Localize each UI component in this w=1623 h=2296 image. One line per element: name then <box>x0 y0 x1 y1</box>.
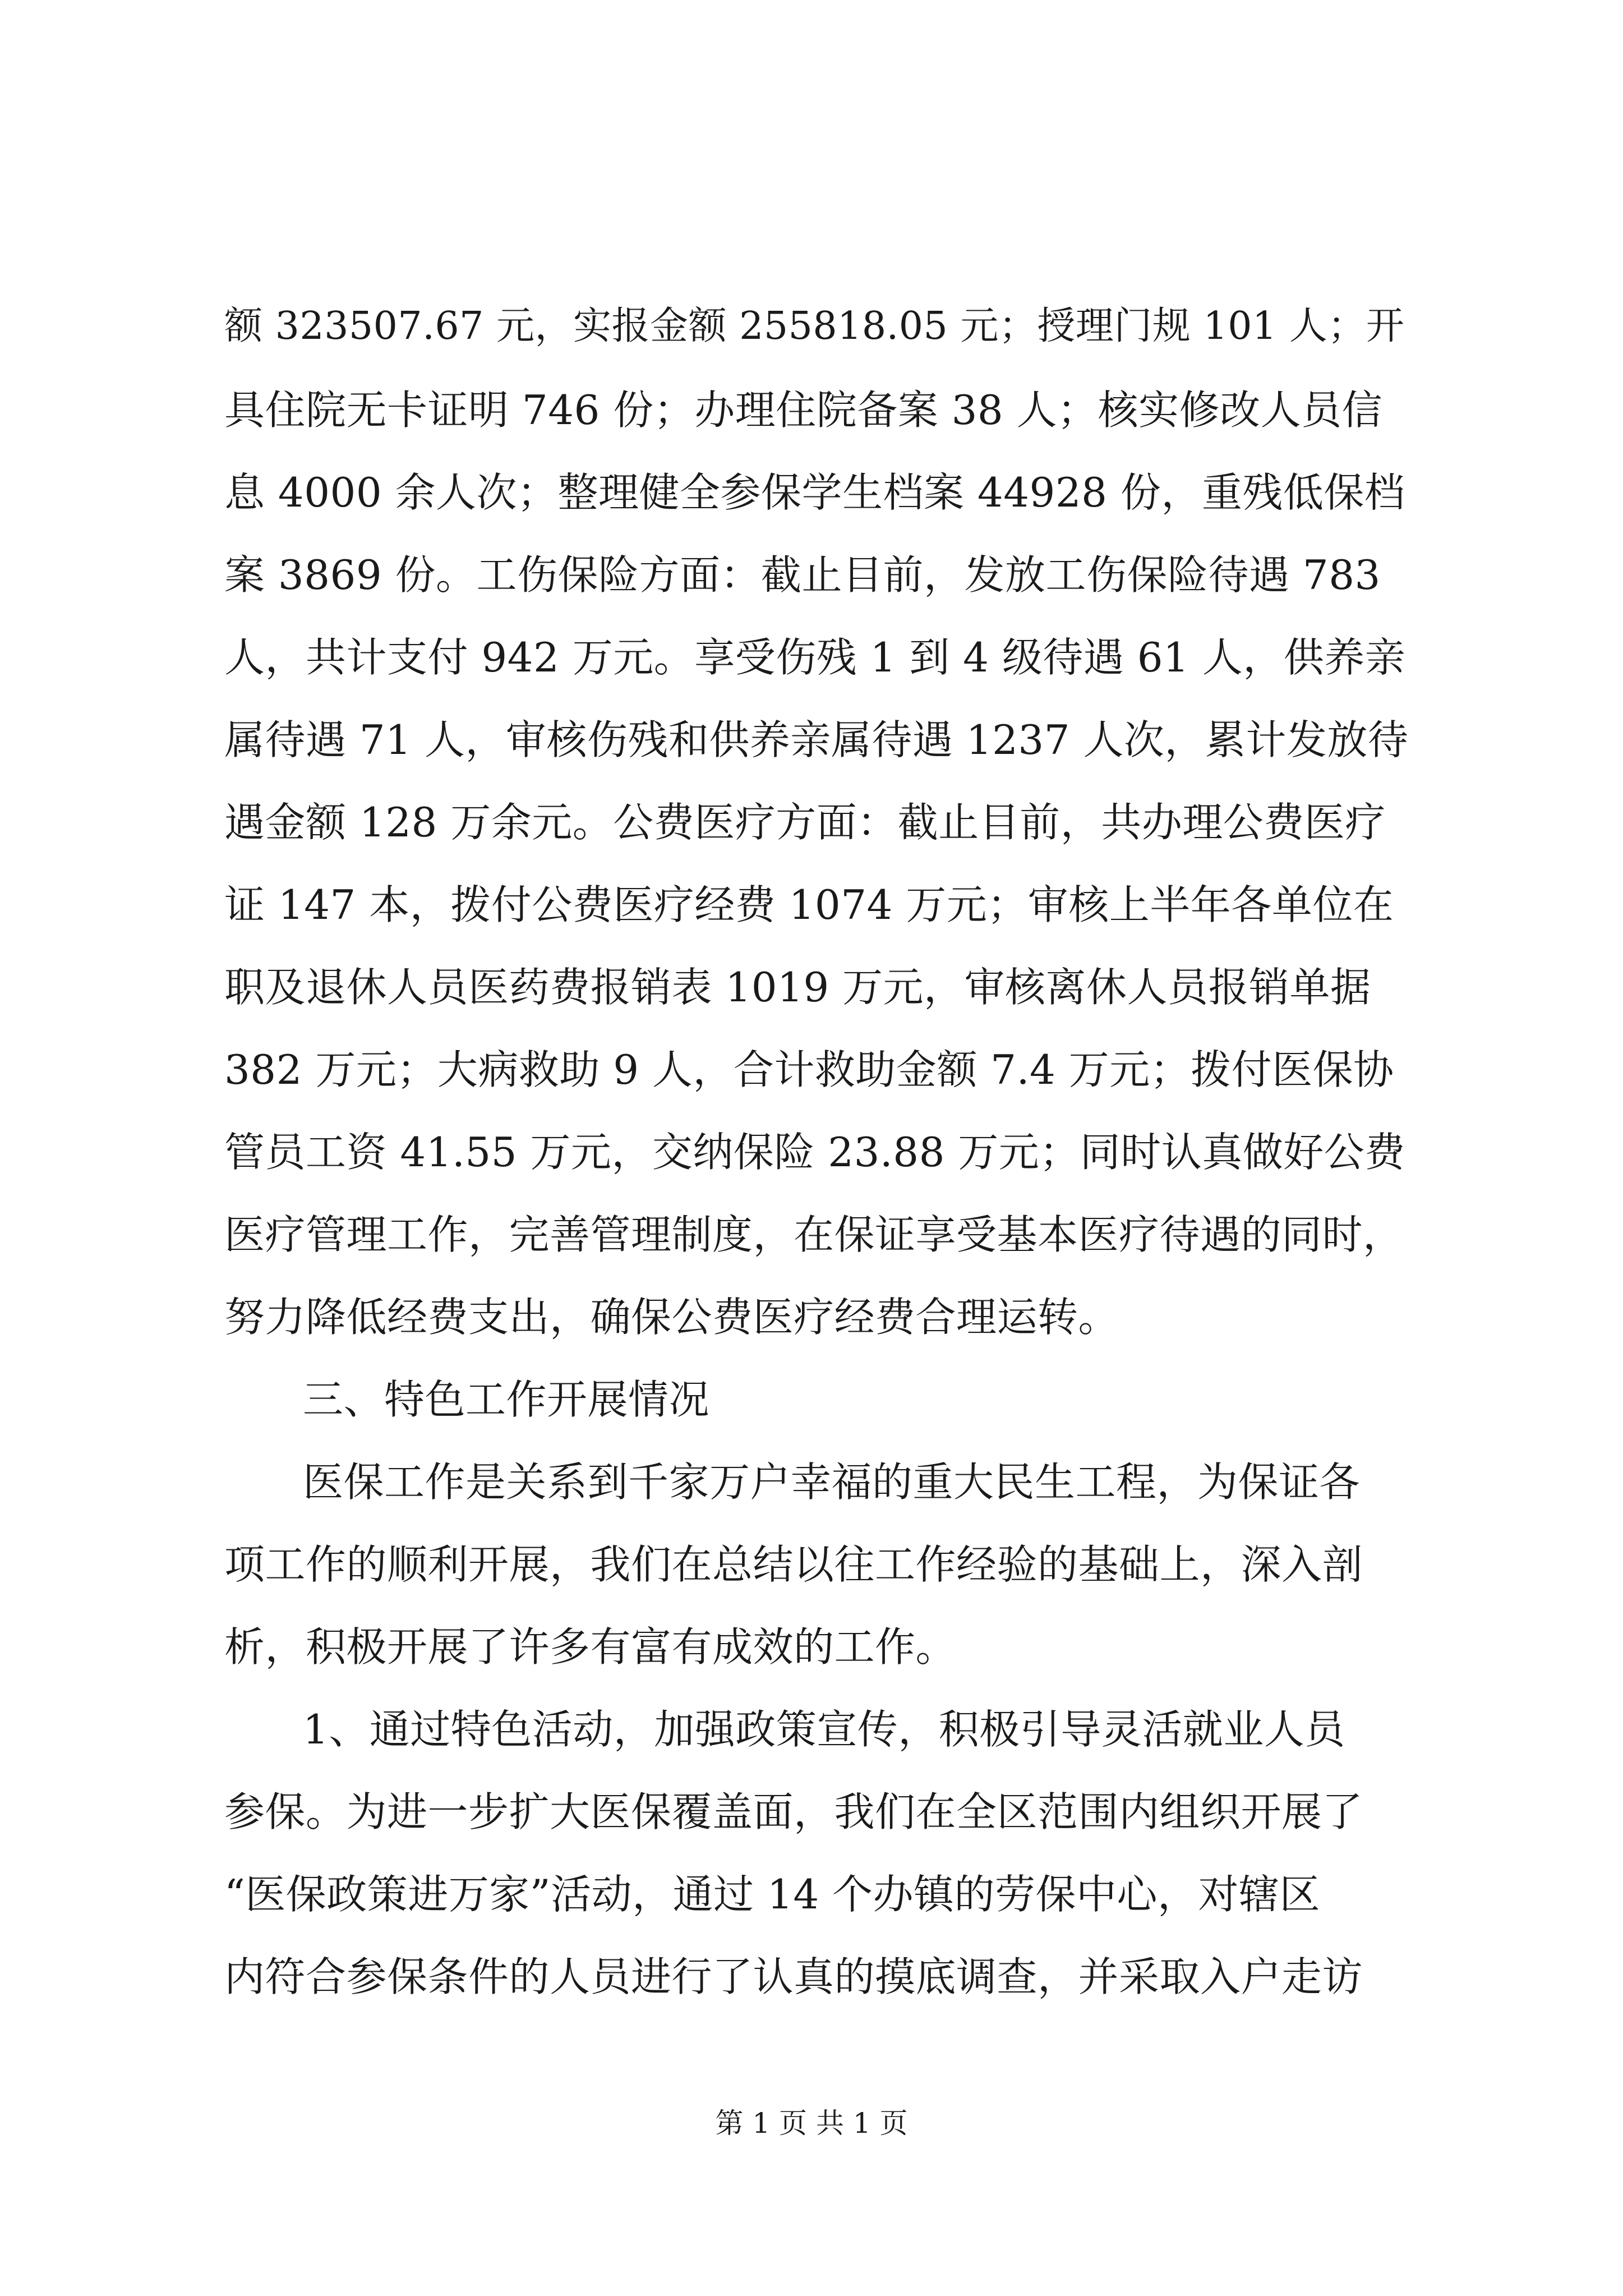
body-text-line: 属待遇 71 人，审核伤残和供养亲属待遇 1237 人次，累计发放待 <box>224 716 1409 763</box>
body-text-line: 项工作的顺利开展，我们在总结以往工作经验的基础上，深入剖 <box>224 1541 1363 1588</box>
body-text-line: 遇金额 128 万余元。公费医疗方面：截止目前，共办理公费医疗 <box>224 799 1386 846</box>
body-text-line: 内符合参保条件的人员进行了认真的摸底调查，并采取入户走访 <box>224 1953 1363 2000</box>
body-text-line: 参保。为进一步扩大医保覆盖面，我们在全区范围内组织开展了 <box>224 1788 1363 1835</box>
body-text-line: 额 323507.67 元，实报金额 255818.05 元；授理门规 101 人；开 <box>224 304 1405 348</box>
body-text-line: 1、通过特色活动，加强政策宣传，积极引导灵活就业人员 <box>303 1706 1345 1753</box>
body-text-line: 努力降低经费支出，确保公费医疗经费合理运转。 <box>224 1294 1119 1341</box>
body-text-line: 息 4000 余人次；整理健全参保学生档案 44928 份，重残低保档 <box>224 469 1405 516</box>
body-text-line: 管员工资 41.55 万元，交纳保险 23.88 万元；同时认真做好公费 <box>224 1129 1405 1176</box>
body-text-line: 382 万元；大病救助 9 人，合计救助金额 7.4 万元；拨付医保协 <box>224 1046 1394 1093</box>
page-number-footer: 第 1 页 共 1 页 <box>715 2107 908 2139</box>
body-text-line: 证 147 本，拨付公费医疗经费 1074 万元；审核上半年各单位在 <box>224 881 1394 928</box>
section-heading: 三、特色工作开展情况 <box>303 1376 710 1423</box>
body-text-line: 案 3869 份。工伤保险方面：截止目前，发放工伤保险待遇 783 <box>224 551 1381 599</box>
body-text-line: 人，共计支付 942 万元。享受伤残 1 到 4 级待遇 61 人，供养亲 <box>224 634 1406 681</box>
body-text-line: 医疗管理工作，完善管理制度，在保证享受基本医疗待遇的同时， <box>224 1211 1404 1258</box>
body-text-line: 医保工作是关系到千家万户幸福的重大民生工程，为保证各 <box>303 1458 1361 1506</box>
body-text-line: 职及退休人员医药费报销表 1019 万元，审核离休人员报销单据 <box>224 964 1371 1011</box>
body-text-line: “医保政策进万家”活动，通过 14 个办镇的劳保中心，对辖区 <box>224 1871 1321 1918</box>
body-text-line: 具住院无卡证明 746 份；办理住院备案 38 人；核实修改人员信 <box>224 386 1383 434</box>
body-text-line: 析，积极开展了许多有富有成效的工作。 <box>224 1623 957 1671</box>
